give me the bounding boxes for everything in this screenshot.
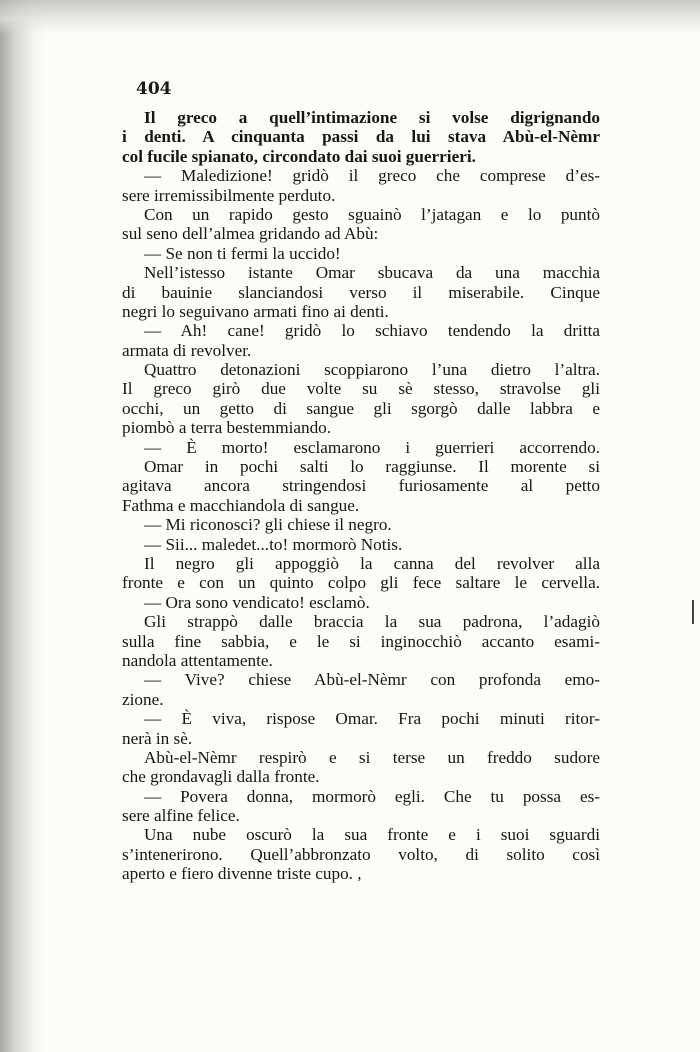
text-line: — È morto! esclamarono i guerrieri accorrendo. bbox=[144, 437, 600, 457]
text-line: s’intenerirono. Quell’abbronzato volto, di solito così bbox=[122, 844, 600, 864]
text-line: piombò a terra bestemmiando. bbox=[122, 418, 332, 438]
text-line: che grondavagli dalla fronte. bbox=[122, 767, 320, 787]
text-line: occhi, un getto di sangue gli sgorgò dalle labbra e bbox=[122, 398, 600, 418]
text-line: Il greco girò due volte su sè stesso, stravolse gli bbox=[122, 379, 600, 399]
text-line: — Sii... maledet...to! mormorò Notis. bbox=[144, 534, 403, 554]
text-line: Una nube oscurò la sua fronte e i suoi sguardi bbox=[144, 825, 600, 845]
text-line: negri lo seguivano armati fino ai denti. bbox=[122, 301, 389, 321]
text-line: — Vive? chiese Abù-el-Nèmr con profonda emo- bbox=[144, 670, 600, 690]
text-line: Quattro detonazioni scoppiarono l’una dietro l’altra. bbox=[144, 360, 600, 380]
text-line: agitava ancora stringendosi furiosamente al petto bbox=[122, 476, 600, 496]
text-line: di bauinie slanciandosi verso il miserabile. Cinque bbox=[122, 282, 600, 302]
text-line: Il negro gli appoggiò la canna del revolver alla bbox=[144, 553, 600, 573]
text-line: — Povera donna, mormorò egli. Che tu possa es- bbox=[144, 786, 600, 806]
text-line: Nell’istesso istante Omar sbucava da una macchia bbox=[144, 263, 600, 283]
text-line: — È viva, rispose Omar. Fra pochi minuti ritor- bbox=[144, 709, 600, 729]
text-line: — Maledizione! gridò il greco che comprese d’es- bbox=[144, 166, 600, 186]
text-line: — Se non ti fermi la uccido! bbox=[144, 243, 341, 263]
scan-artifact bbox=[692, 600, 694, 624]
text-line: i denti. A cinquanta passi da lui stava Abù-el-Nèmr bbox=[122, 127, 600, 147]
text-line: sul seno dell’almea gridando ad Abù: bbox=[122, 224, 379, 244]
text-line: Abù-el-Nèmr respirò e si terse un freddo sudore bbox=[144, 747, 600, 767]
text-line: sere alfine felice. bbox=[122, 806, 240, 826]
text-line: armata di revolver. bbox=[122, 340, 252, 360]
body-text bbox=[122, 108, 600, 884]
text-line: sere irremissibilmente perduto. bbox=[122, 185, 336, 205]
text-line: — Ah! cane! gridò lo schiavo tendendo la dritta bbox=[144, 321, 600, 341]
text-line: Il greco a quell’intimazione si volse digrignando bbox=[144, 108, 600, 127]
text-line: Gli strappò dalle braccia la sua padrona, l’adagiò bbox=[144, 612, 600, 632]
text-line: nandola attentamente. bbox=[122, 650, 273, 670]
text-line: col fucile spianato, circondato dai suoi guerrieri. bbox=[122, 146, 476, 166]
text-line: Con un rapido gesto sguainò l’jatagan e lo puntò bbox=[144, 204, 600, 224]
text-line: Omar in pochi salti lo raggiunse. Il morente si bbox=[144, 457, 600, 477]
text-line: zione. bbox=[122, 689, 164, 709]
text-line: fronte e con un quinto colpo gli fece saltare le cervella. bbox=[122, 573, 600, 593]
page-number: 404 bbox=[136, 79, 172, 99]
text-line: — Ora sono vendicato! esclamò. bbox=[144, 592, 370, 612]
text-line: aperto e fiero divenne triste cupo. , bbox=[122, 864, 362, 884]
page-edge-shadow-left bbox=[0, 0, 44, 1052]
text-line: Fathma e macchiandola di sangue. bbox=[122, 495, 360, 515]
text-line: sulla fine sabbia, e le si inginocchiò accanto esami- bbox=[122, 631, 600, 651]
page-edge-shadow-top bbox=[0, 0, 700, 34]
text-line: nerà in sè. bbox=[122, 728, 193, 748]
text-line: — Mi riconosci? gli chiese il negro. bbox=[144, 515, 392, 535]
